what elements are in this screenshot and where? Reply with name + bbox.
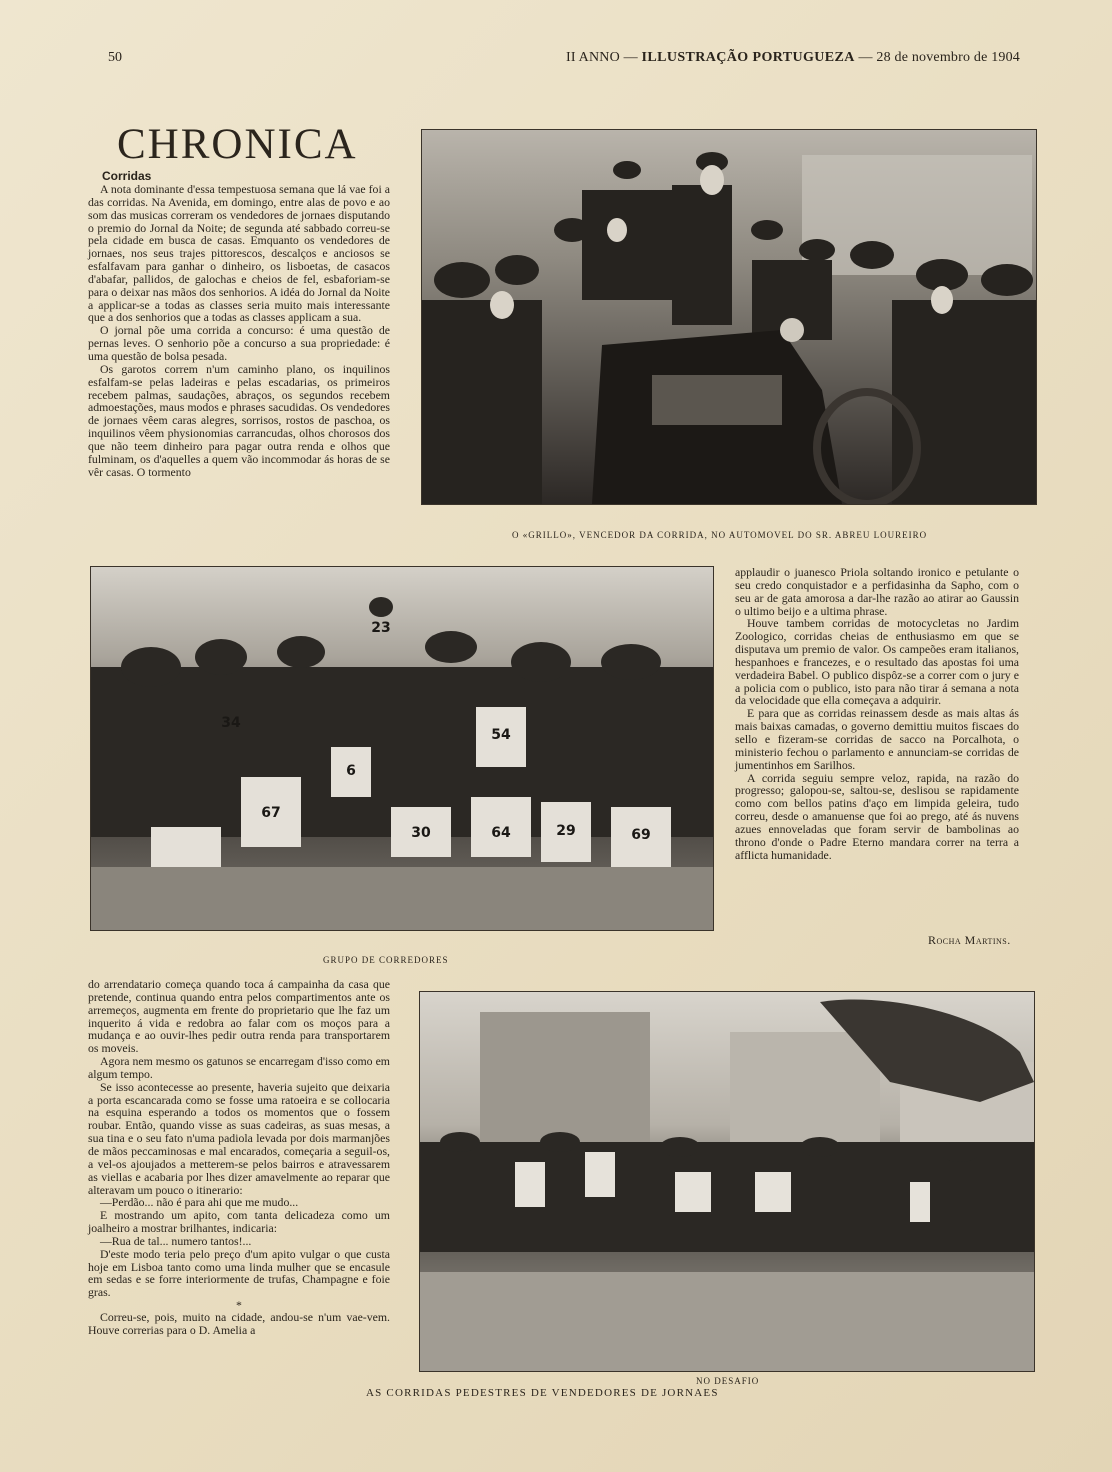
caption-series-title: AS CORRIDAS PEDESTRES DE VENDEDORES DE JORNAES	[366, 1387, 719, 1399]
bib-number: 23	[371, 620, 391, 636]
paragraph: do arrendatario começa quando toca á campainha da casa que pretende, continua quando entra pelos compartimentos ante os arremeços, augmenta em frente do proprietario que lhe faz um inquerito á vida e redobra ao falar com os moços para a mudança e ao ouvir-lhes pedir outra renda para transportarem os moveis.	[88, 977, 390, 1056]
bib-number: 6	[346, 763, 356, 779]
photo-automobile-image	[422, 130, 1036, 504]
paragraph: Agora nem mesmo os gatunos se encarregam d'isso como em algum tempo.	[88, 1054, 390, 1081]
running-head	[108, 50, 1020, 70]
bib-number: 34	[221, 715, 241, 731]
issue-date: — 28 de novembro de 1904	[858, 50, 1020, 65]
bib-number: 29	[556, 823, 576, 839]
paragraph: A nota dominante d'essa tempestuosa semana que lá vae foi a das corridas. Na Avenida, em domingo, entre alas de povo e ao som das musicas correram os vendedores de jornaes disputando o premio do Jornal da Noite; de segunda até sabbado correu-se pela cidade em busca de casas. Emquanto os vendedores de jornaes, nos seus trajes pittorescos, descalços e anciosos se esfalfavam para ganhar o dinheiro, os lisboetas, de casacos d'abafar, pallidos, de galochas e cheios de fel, esbaforiam-se para o deixar nas mãos dos senhorios. A idéa do Jornal da Noite a applicar-se a todas as classes seria muito mais interessante que a dos senhorios que a todas as classes applicam a sua.	[88, 182, 390, 325]
paragraph: Os garotos correm n'um caminho plano, os inquilinos esfalfam-se pelas ladeiras e pelas escadarias, os primeiros recebem palmas, saudações, abraços, os segundos recebem admoestações, maus modos e phrases sacudidas. Os vendedores de jornaes vêem caras alegres, sorrisos, rostos de paschoa, os inquilinos vêem physionomias carrancudas, olhos chorosos dos que não teem dinheiro para pagar outra renda e olhos que fulminam, os d'aquelles a quem vão incommodar ás horas de se vêr casas. O tormento	[88, 361, 390, 479]
paragraph: E para que as corridas reinassem desde as mais altas ás mais baixas camadas, o governo demittiu muitos fiscaes do sello e fizeram-se corridas de sacco na Porcalhota, o ministerio fechou o parlamento e annunciam-se corridas de jumentinhos em Sarilhos.	[735, 706, 1019, 772]
photo-group-image	[91, 567, 713, 930]
paragraph: E mostrando um apito, com tanta delicadeza como um joalheiro a mostrar brilhantes, indicaria:	[88, 1208, 390, 1236]
section-heading: Corridas	[102, 169, 152, 183]
photo-group-runners	[90, 566, 714, 931]
paragraph: Houve tambem corridas de motocycletas no Jardim Zoologico, corridas cheias de enthusiasmo em que se disputava um premio de valor. Os campeões eram italianos, hespanhoes e francezes, e o resultado das apostas foi uma verdadeira Babel. O publico dispôz-se a correr com o jury e a policia com o publico, isto para não tirar á semana a nota da velocidade que ella começava a adquirir.	[735, 616, 1019, 708]
caption-automobile: O «GRILLO», VENCEDOR DA CORRIDA, NO AUTOMOVEL DO SR. ABREU LOUREIRO	[512, 530, 928, 540]
bib-number: 67	[261, 805, 281, 821]
caption-race: NO DESAFIO	[696, 1376, 760, 1386]
paragraph: O jornal põe uma corrida a concurso: é uma questão de pernas leves. O senhorio põe a concurso a sua propriedade: é uma questão de bolsa pesada.	[88, 323, 390, 363]
bib-number: 54	[491, 727, 511, 743]
paragraph: Se isso acontecesse ao presente, haveria sujeito que deixaria a porta escancarada como se fosse uma ratoeira e se collocaria na esquina esperando a todos os momentos que o fossem roubar. Então, quando visse as suas cadeiras, as suas mesas, a sua tina e o seu fato n'uma padiola levada por dois marmanjões de mãos peccaminosas e mal encarados, começaria a seguil-os, a vel-os ajoujados a metterem-se pelos bairros e atravessarem as viellas e acabaria por lhes dizer amavelmente ao reparar que alteravam um pouco o itinerario:	[88, 1079, 390, 1197]
article-column-3	[735, 566, 1019, 926]
caption-group: GRUPO DE CORREDORES	[323, 955, 449, 965]
page-number: 50	[108, 50, 122, 65]
article-column-1	[88, 183, 390, 541]
year-label: II ANNO —	[566, 50, 638, 65]
dialogue-line: —Rua de tal... numero tantos!...	[100, 1233, 252, 1248]
paragraph: D'este modo teria pelo preço d'um apito vulgar o que custa hoje em Lisboa tanto como uma linda mulher que se encasule em sedas e se forre interiormente de trufas, Champagne e foie gras.	[88, 1246, 390, 1300]
photo-automobile-winner	[421, 129, 1037, 505]
dialogue-line: —Perdão... não é para ahi que me mudo...	[100, 1195, 299, 1210]
paragraph: Correu-se, pois, muito na cidade, andou-se n'um vae-vem. Houve correrias para o D. Amelia a	[88, 1310, 390, 1337]
bib-number: 30	[411, 825, 431, 841]
publication-name: ILLUSTRAÇÃO PORTUGUEZA	[641, 50, 855, 65]
paragraph: applaudir o juanesco Priola soltando ironico e petulante o seu credo conquistador e a perfidasinha da Sapho, com o seu ar de gata amorosa a dar-lhe razão ao atirar ao Gaussin o ultimo beijo e a ultima phrase.	[735, 565, 1019, 618]
masthead-line	[566, 50, 1020, 66]
section-separator: *	[236, 1298, 242, 1313]
author-signature: Rocha Martins.	[928, 933, 1011, 947]
bib-number: 69	[631, 827, 651, 843]
page-title: CHRONICA	[117, 121, 358, 168]
photo-race-image	[420, 992, 1034, 1371]
photo-race-challenge	[419, 991, 1035, 1372]
bib-number: 64	[491, 825, 511, 841]
article-column-2	[88, 978, 390, 1392]
paragraph: A corrida seguiu sempre veloz, rapida, na razão do progresso; galopou-se, saltou-se, deslisou se rapidamente como com bellos patins d'aço em limpida geleira, tudo correu, desde o amanuense que foi ao prego, até ás nuvens azues ennoveladas que foram servir de bambolinas ao throno d'onde o Padre Eterno mandara correr na terra a afflicta humanidade.	[735, 770, 1019, 862]
